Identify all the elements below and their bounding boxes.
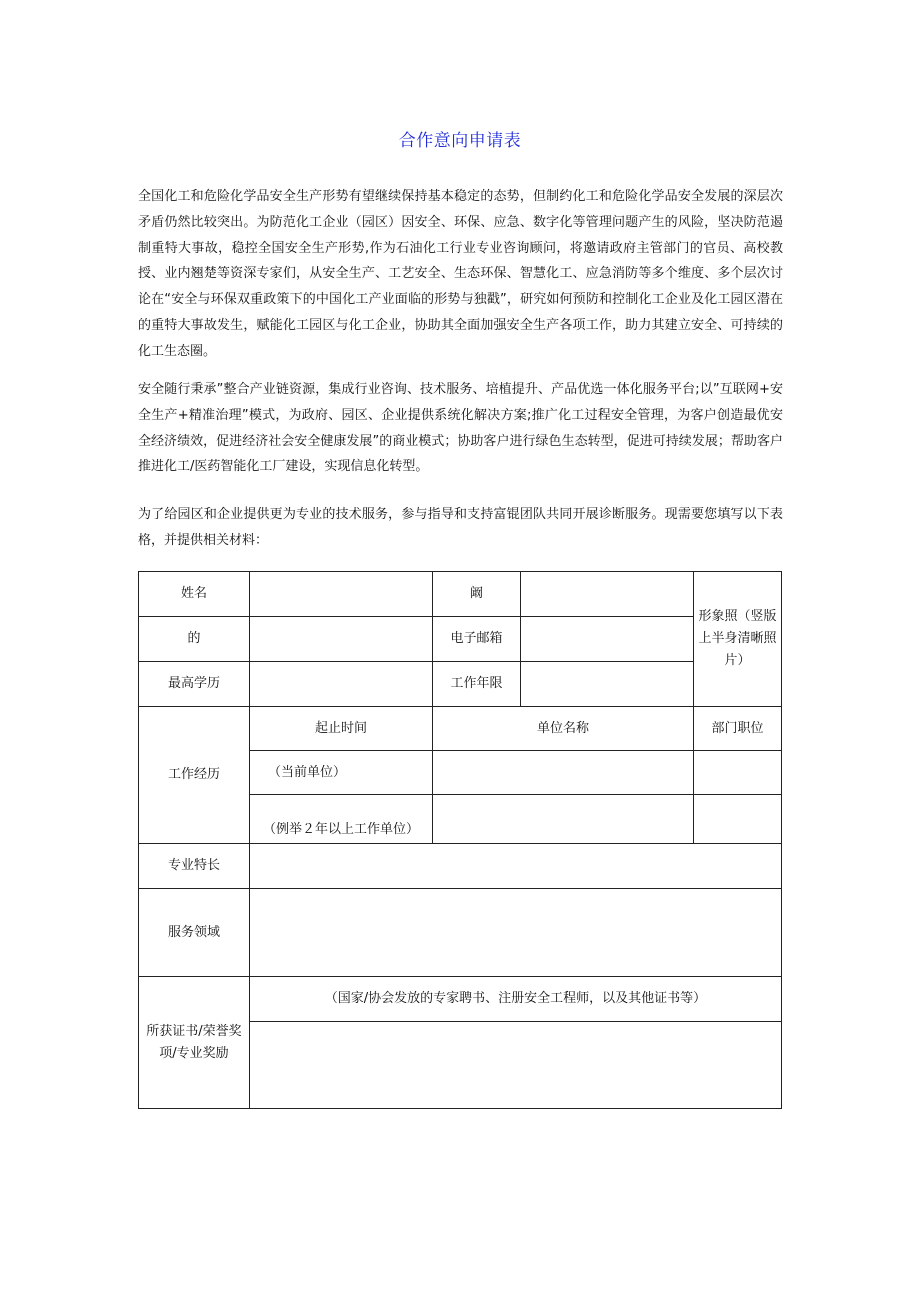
current-unit-name-field[interactable] [433, 751, 694, 795]
page-title: 合作意向申请表 [398, 131, 522, 151]
form-row-certificates-hint [139, 977, 782, 1022]
example-unit-name-field[interactable] [433, 795, 694, 844]
form-row-service-area [139, 889, 782, 977]
field2-input[interactable] [521, 572, 694, 617]
work-years-label: 工作年限 [433, 662, 521, 707]
certificates-label: 所获证书/荣誉奖项/专业奖励 [139, 977, 250, 1109]
application-form-table [138, 571, 782, 1109]
specialty-label: 专业特长 [139, 844, 250, 889]
intro-paragraph-3: 为了给园区和企业提供更为专业的技术服务，参与指导和支持富锟团队共同开展诊断服务。现需要您填写以下表格，并提供相关材料： [138, 507, 783, 548]
form-row-specialty [139, 844, 782, 889]
service-area-field[interactable] [250, 889, 782, 977]
email-field[interactable] [521, 617, 694, 662]
service-area-label: 服务领域 [139, 889, 250, 977]
dept-position-header: 部门职位 [694, 707, 782, 751]
email-label: 电子邮箱 [433, 617, 521, 662]
field3-label: 的 [139, 617, 250, 662]
example-dept-position-field[interactable] [694, 795, 782, 844]
work-history-label: 工作经历 [139, 707, 250, 844]
education-label: 最高学历 [139, 662, 250, 707]
field3-input[interactable] [250, 617, 433, 662]
name-field[interactable] [250, 572, 433, 617]
photo-cell[interactable]: 形象照（竖版上半身清晰照片） [694, 572, 782, 707]
period-header: 起止时间 [250, 707, 433, 751]
example-unit-cell[interactable]: （例举２年以上工作单位） [250, 795, 433, 844]
form-row-education [139, 662, 782, 707]
name-label: 姓名 [139, 572, 250, 617]
current-unit-cell[interactable]: （当前单位） [250, 751, 433, 795]
form-row-name [139, 572, 782, 617]
certificates-hint: （国家/协会发放的专家聘书、注册安全工程师，以及其他证书等） [250, 977, 782, 1022]
form-row-email [139, 617, 782, 662]
certificates-field[interactable] [250, 1022, 782, 1109]
current-dept-position-field[interactable] [694, 751, 782, 795]
field2-label: 阚 [433, 572, 521, 617]
work-years-field[interactable] [521, 662, 694, 707]
form-row-work-header [139, 707, 782, 751]
intro-paragraph-1: 全国化工和危险化学品安全生产形势有望继续保持基本稳定的态势，但制约化工和危险化学品安全发展的深层次矛盾仍然比较突出。为防范化工企业（园区）因安全、环保、应急、数字化等管理问题产生的风险，坚决防范遏制重特大事故，稳控全国安全生产形势,作为石油化工行业专业咨询顾问，将邀请政府主管部门的官员、高校教授、业内翘楚等资深专家们，从安全生产、工艺安全、生态环保、智慧化工、应急消防等多个维度、多个层次讨论在“安全与环保双重政策下的中国化工产业面临的形势与独戳”，研究如何预防和控制化工企业及化工园区潜在的重特大事故发生，赋能化工园区与化工企业，协助其全面加强安全生产各项工作，助力其建立安全、可持续的化工生态圈。 [138, 189, 783, 359]
education-field[interactable] [250, 662, 433, 707]
intro-paragraph-2: 安全随行秉承”整合产业链资源，集成行业咨询、技术服务、培植提升、产品优选一体化服务平台;以”互联网+安全生产+精准治理”模式，为政府、园区、企业提供系统化解决方案;推广化工过程安全管理，为客户创造最优安全经济绩效，促进经济社会安全健康发展”的商业模式；协助客户进行绿色生态转型，促进可持续发展；帮助客户推进化工/医药智能化工厂建设，实现信息化转型。 [138, 382, 783, 475]
unit-name-header: 单位名称 [433, 707, 694, 751]
specialty-field[interactable] [250, 844, 782, 889]
